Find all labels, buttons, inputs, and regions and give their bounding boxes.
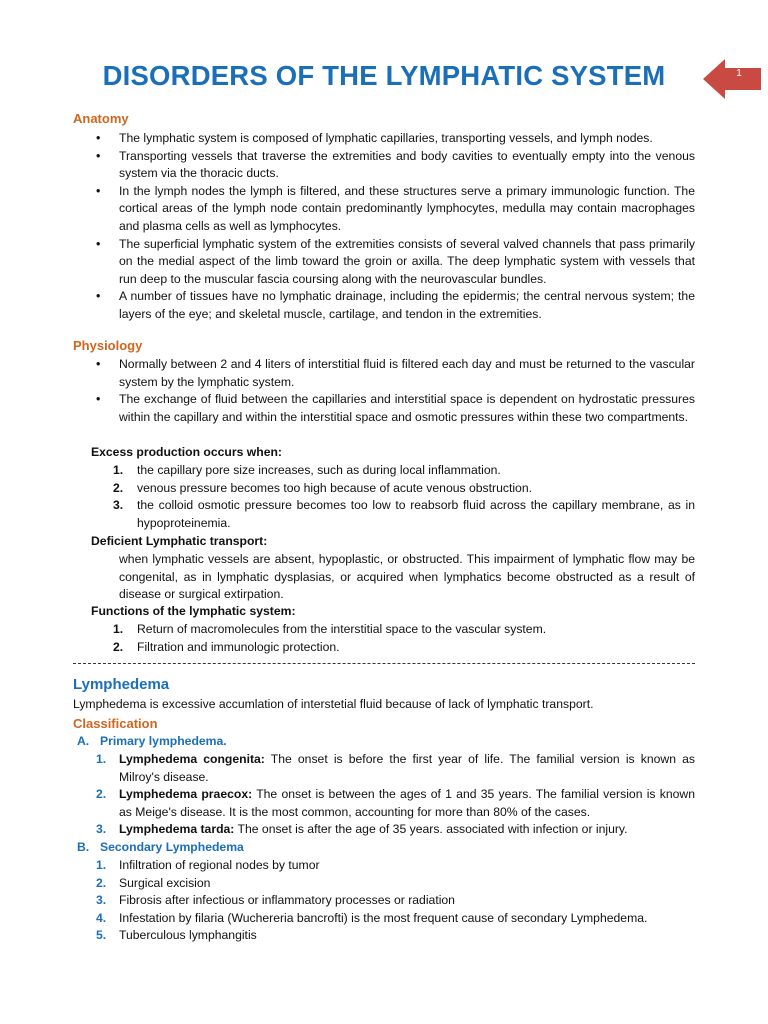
lymphedema-heading: Lymphedema: [73, 676, 170, 693]
excess-production-list: [0, 462, 768, 532]
item-number: 2.: [96, 787, 107, 802]
item-number: 4.: [96, 910, 107, 925]
list-item: [0, 497, 768, 532]
section-title: Primary lymphedema.: [100, 734, 227, 748]
item-text: Infestation by filaria (Wuchereria bancrofti) is the most frequent cause of secondary Lymphedema.: [119, 910, 648, 925]
list-item: [0, 821, 768, 839]
page-number-arrow-icon: [703, 58, 763, 100]
section-letter: A.: [77, 734, 90, 748]
item-text: Filtration and immunologic protection.: [137, 639, 340, 654]
physiology-heading: Physiology: [73, 338, 143, 353]
list-item: [0, 480, 768, 498]
anatomy-heading: Anatomy: [73, 111, 129, 126]
item-number: 3.: [113, 498, 124, 513]
item-number: 2.: [96, 875, 107, 890]
item-text: Infiltration of regional nodes by tumor: [119, 858, 320, 872]
deficient-transport-heading: Deficient Lymphatic transport:: [91, 534, 268, 548]
classification-heading: Classification: [73, 716, 158, 731]
deficient-transport-text: when lymphatic vessels are absent, hypoplastic, or obstructed. This impairment of lymphatic flow may be congenital, as in lymphatic dysplasias, or acquired when lymphatics become obstructed as a result of disease or surgical extirpation.: [119, 552, 695, 602]
item-text: the colloid osmotic pressure becomes too low to reabsorb fluid across the capillary membrane, as in hypoproteinemia.: [137, 498, 695, 530]
item-term: Lymphedema praecox:: [119, 787, 253, 802]
secondary-lymphedema-list: [0, 857, 768, 945]
list-item: [0, 751, 768, 786]
list-item: • The lymphatic system is composed of lymphatic capillaries, transporting vessels, and lymph nodes.: [0, 130, 768, 148]
list-item: [0, 892, 768, 910]
list-item: • The superficial lymphatic system of the extremities consists of several valved channels that pass primarily on the medial aspect of the limb toward the groin or axilla. The deep lymphatic system with vessels that run deep to the muscular fascia coursing along with the neurovascular bundles.: [0, 236, 768, 289]
list-item: • Transporting vessels that traverse the extremities and body cavities to eventually empty into the venous system via the thoracic ducts.: [0, 148, 768, 183]
item-number: 1.: [113, 622, 124, 636]
item-text: Tuberculous lymphangitis: [119, 928, 257, 943]
list-item: [0, 857, 768, 875]
list-item: [0, 639, 768, 657]
physiology-bullet-list: [0, 356, 768, 426]
list-item: [0, 927, 768, 945]
list-item: [0, 875, 768, 893]
item-number: 1.: [96, 858, 107, 872]
list-item: • A number of tissues have no lymphatic drainage, including the epidermis; the central nervous system; the layers of the eye; and skeletal muscle, cartilage, and tendon in the extremities.: [0, 288, 768, 323]
section-letter: B.: [77, 840, 90, 854]
item-text: the capillary pore size increases, such as during local inflammation.: [137, 463, 501, 477]
lymphedema-definition: Lymphedema is excessive accumlation of interstetial fluid because of lack of lymphatic transport.: [73, 697, 594, 711]
excess-production-heading: Excess production occurs when:: [91, 445, 282, 459]
section-title: Secondary Lymphedema: [100, 840, 244, 854]
primary-lymphedema-heading: [77, 733, 227, 751]
anatomy-bullet-list: [0, 130, 768, 324]
item-text: The onset is between the ages of 1 and 35 years. The familial version is known as Meige's disease. It is the most common, accounting for more than 80% of the cases.: [119, 787, 695, 819]
item-number: 3.: [96, 822, 107, 837]
list-item: [0, 910, 768, 928]
item-term: Lymphedema congenita:: [119, 752, 265, 766]
item-text: Fibrosis after infectious or inflammatory processes or radiation: [119, 893, 455, 908]
secondary-lymphedema-heading: [77, 839, 244, 857]
item-number: 2.: [113, 639, 124, 654]
list-item: [0, 786, 768, 821]
item-number: 1.: [113, 463, 124, 477]
item-number: 3.: [96, 893, 107, 908]
functions-heading: Functions of the lymphatic system:: [91, 604, 296, 618]
list-item: • Normally between 2 and 4 liters of interstitial fluid is filtered each day and must be returned to the vascular system by the lymphatic system.: [0, 356, 768, 391]
item-text: The onset is before the first year of life. The familial version is known as Milroy's disease.: [119, 752, 695, 784]
item-number: 1.: [96, 752, 107, 766]
item-number: 2.: [113, 480, 124, 495]
item-number: 5.: [96, 928, 107, 943]
item-text: The onset is after the age of 35 years. associated with infection or injury.: [234, 822, 628, 837]
functions-list: [0, 621, 768, 656]
item-text: venous pressure becomes too high because of acute venous obstruction.: [137, 480, 532, 495]
item-text: Return of macromolecules from the interstitial space to the vascular system.: [137, 622, 547, 636]
section-divider: [73, 663, 695, 664]
primary-lymphedema-list: [0, 751, 768, 839]
list-item: • In the lymph nodes the lymph is filtered, and these structures serve a primary immunologic function. The cortical areas of the lymph node contain predominantly lymphocytes, medulla may contain macrophages and plasma cells as well as lymphocytes.: [0, 183, 768, 236]
item-term: Lymphedema tarda:: [119, 822, 235, 837]
list-item: • The exchange of fluid between the capillaries and interstitial space is dependent on hydrostatic pressures within the capillary and within the interstitial space and osmotic pressures within these two compartments.: [0, 391, 768, 426]
list-item: [0, 462, 768, 480]
list-item: [0, 621, 768, 639]
page-number: 1: [736, 68, 742, 79]
item-text: Surgical excision: [119, 875, 211, 890]
page-title: DISORDERS OF THE LYMPHATIC SYSTEM: [102, 60, 666, 91]
